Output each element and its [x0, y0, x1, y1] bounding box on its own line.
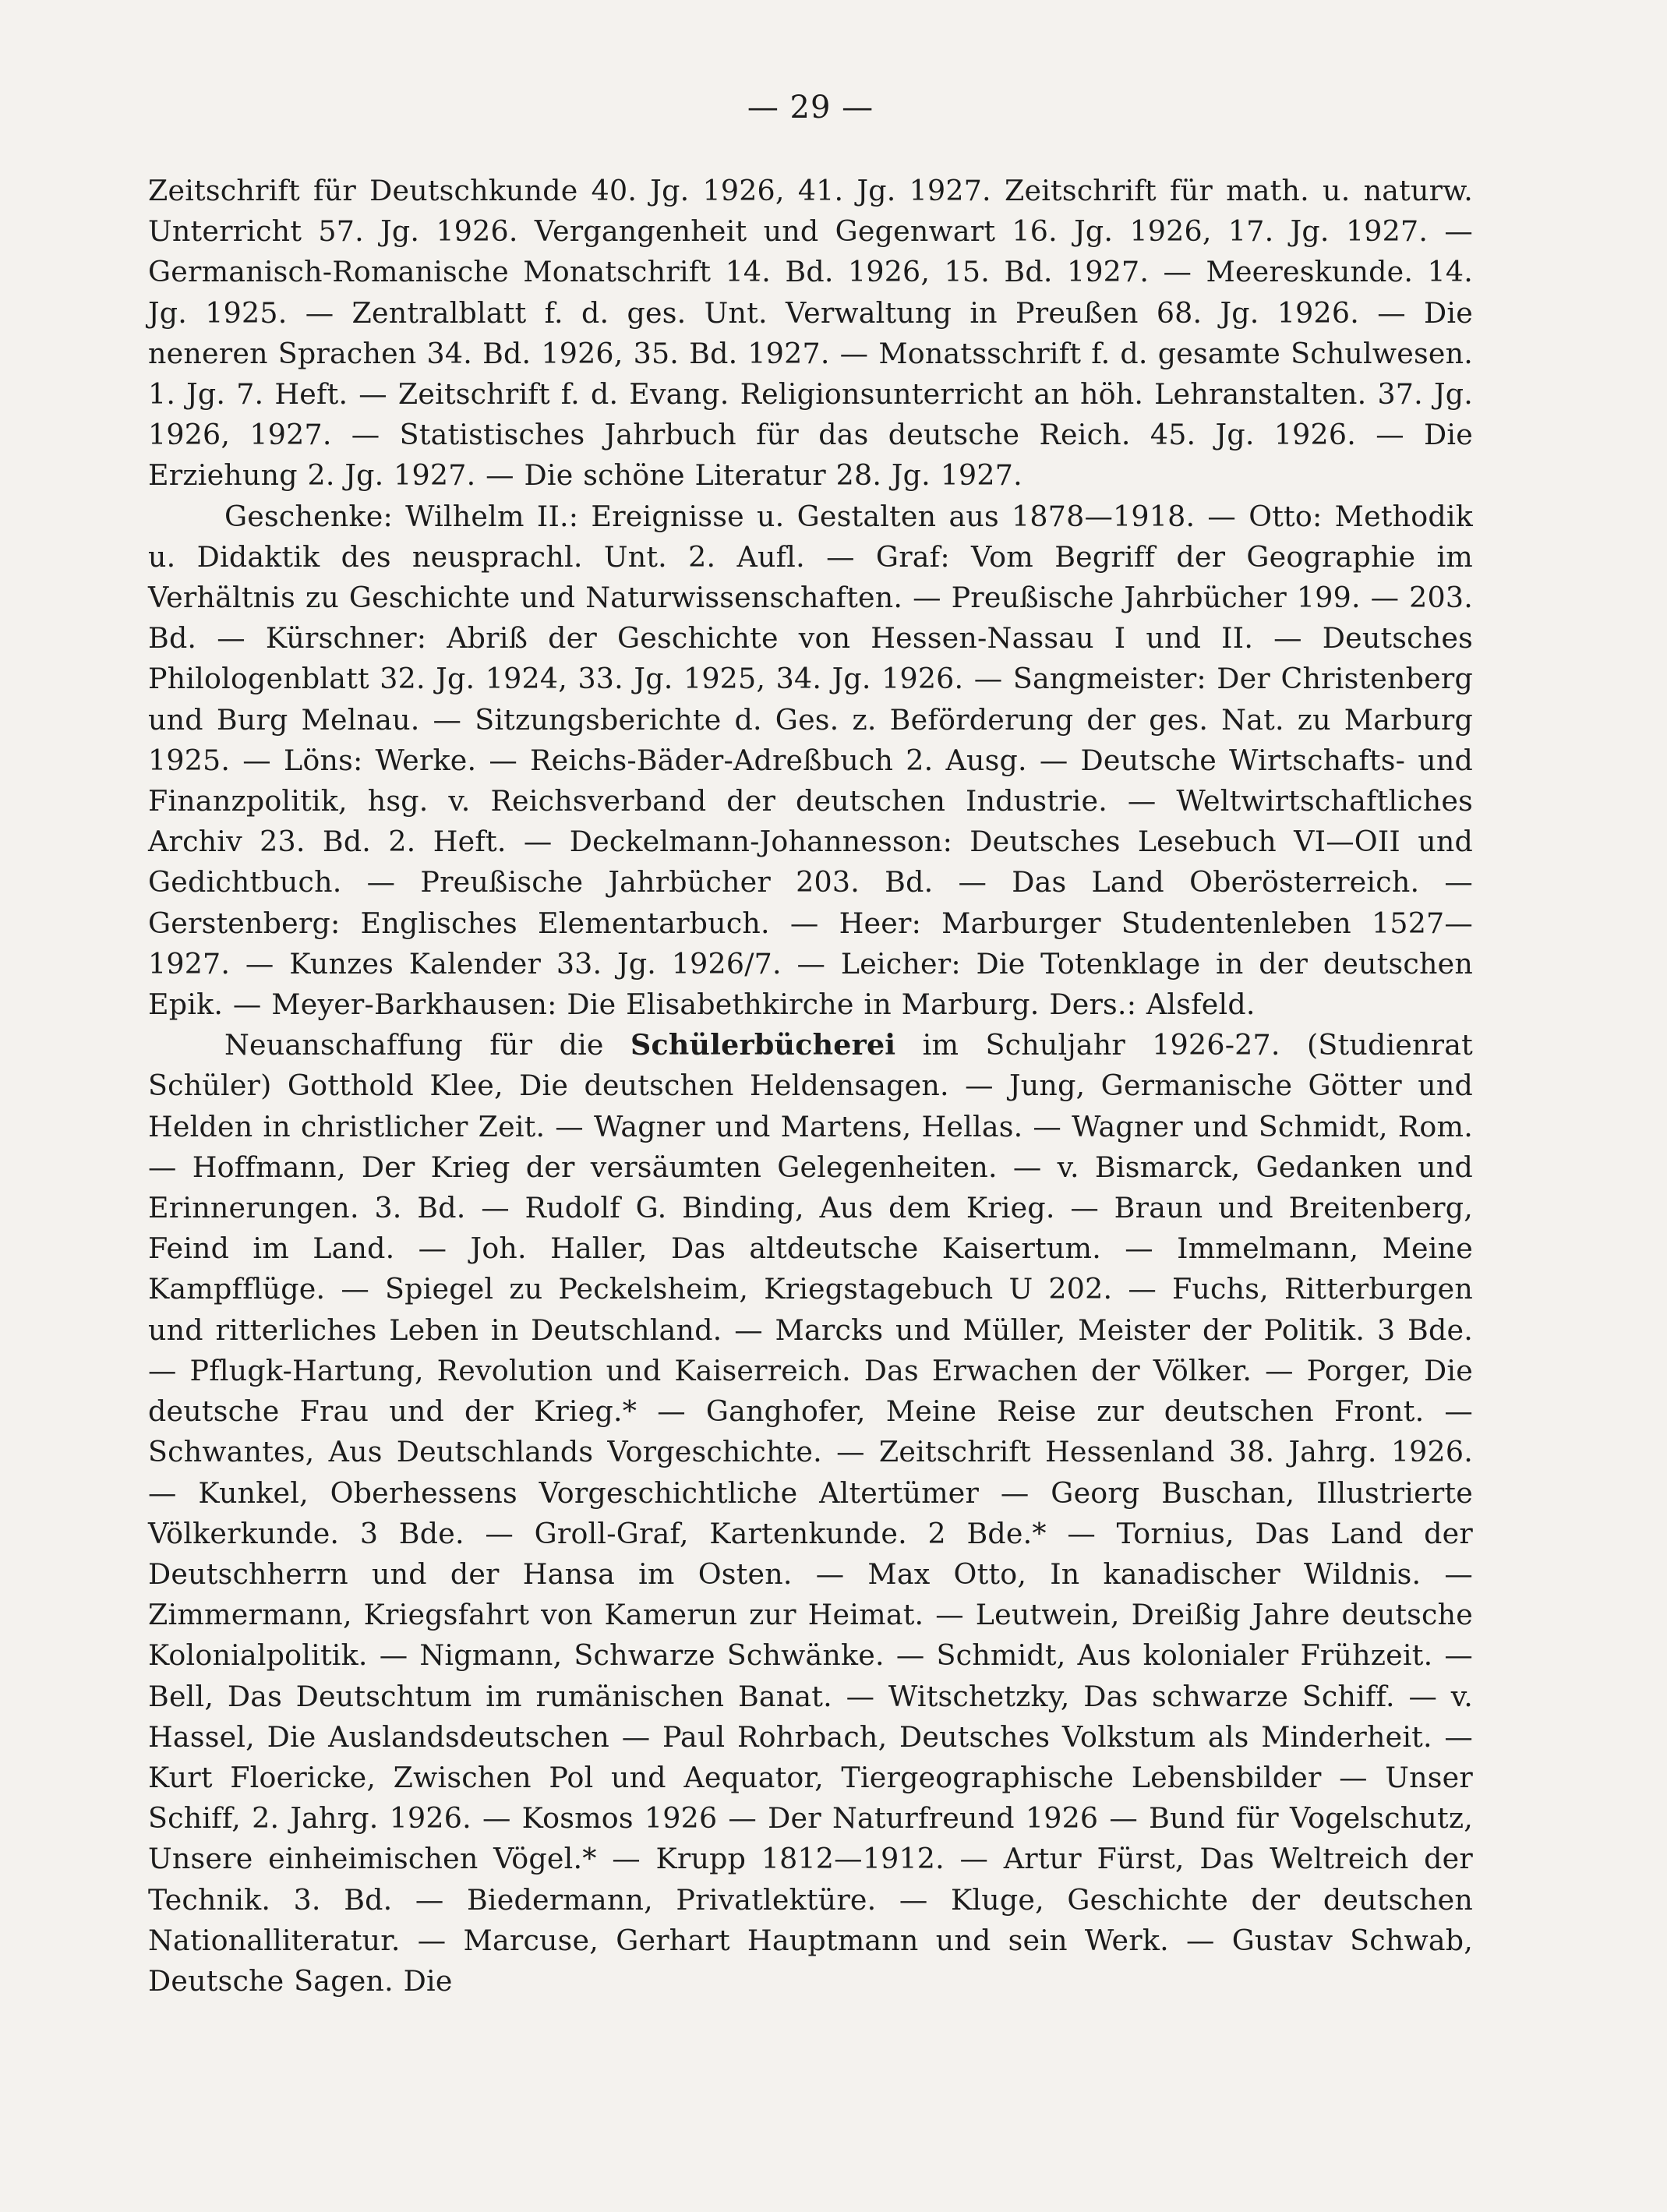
paragraph-body: im Schuljahr 1926-27. (Studienrat Schüler) Gotthold Klee, Die deutschen Heldensagen. — Jung, Germanische Götter und Helden in christlicher Zeit. — Wagner und Martens, Hellas. — Wagner und Schmidt, Rom. — Hoffmann, Der Krieg der versäumten Gelegenheiten. — v. Bismarck, Gedanken und Erinnerungen. 3. Bd. — Rudolf G. Binding, Aus dem Krieg. — Braun und Breitenberg, Feind im Land. — Joh. Haller, Das altdeutsche Kaisertum. — Immelmann, Meine Kampfflüge. — Spiegel zu Peckelsheim, Kriegstagebuch U 202. — Fuchs, Ritterburgen und ritterliches Leben in Deutschland. — Marcks und Müller, Meister der Politik. 3 Bde. — Pflugk-Hartung, Revolution und Kaiserreich. Das Erwachen der Völker. — Porger, Die deutsche Frau und der Krieg.* — Ganghofer, Meine Reise zur deutschen Front. — Schwantes, Aus Deutschlands Vorgeschichte. — Zeitschrift Hessenland 38. Jahrg. 1926. — Kunkel, Oberhessens Vorgeschichtliche Altertümer — Georg Buschan, Illustrierte Völkerkunde. 3 Bde. — Groll-Graf, Kartenkunde. 2 Bde.* — Tornius, Das Land der Deutschherrn und der Hansa im Osten. — Max Otto, In kanadischer Wildnis. — Zimmermann, Kriegsfahrt von Kamerun zur Heimat. — Leutwein, Dreißig Jahre deutsche Kolonialpolitik. — Nigmann, Schwarze Schwänke. — Schmidt, Aus kolonialer Frühzeit. — Bell, Das Deutschtum im rumänischen Banat. — Witschetzky, Das schwarze Schiff. — v. Hassel, Die Auslandsdeutschen — Paul Rohrbach, Deutsches Volkstum als Minderheit. — Kurt Floericke, Zwischen Pol und Aequator, Tiergeographische Lebensbilder — Unser Schiff, 2. Jahrg. 1926. — Kosmos 1926 — Der Naturfreund 1926 — Bund für Vogelschutz, Unsere einheimischen Vögel.* — Krupp 1812—1912. — Artur Fürst, Das Weltreich der Technik. 3. Bd. — Biedermann, Privatlektüre. — Kluge, Geschichte der deutschen Nationalliteratur. — Marcuse, Gerhart Hauptmann und sein Werk. — Gustav Schwab, Deutsche Sagen. Die: [148, 1028, 1473, 1998]
paragraph-student-library: [148, 1025, 1473, 2002]
page-number: — 29 —: [747, 90, 874, 125]
paragraph-periodicals: Zeitschrift für Deutschkunde 40. Jg. 1926, 41. Jg. 1927. Zeitschrift für math. u. naturw. Unterricht 57. Jg. 1926. Vergangenheit und Gegenwart 16. Jg. 1926, 17. Jg. 1927. — Germanisch-Romanische Monatschrift 14. Bd. 1926, 15. Bd. 1927. — Meereskunde. 14. Jg. 1925. — Zentralblatt f. d. ges. Unt. Verwaltung in Preußen 68. Jg. 1926. — Die neneren Sprachen 34. Bd. 1926, 35. Bd. 1927. — Monatsschrift f. d. gesamte Schulwesen. 1. Jg. 7. Heft. — Zeitschrift f. d. Evang. Religionsunterricht an höh. Lehranstalten. 37. Jg. 1926, 1927. — Statistisches Jahrbuch für das deutsche Reich. 45. Jg. 1926. — Die Erziehung 2. Jg. 1927. — Die schöne Literatur 28. Jg. 1927.: [148, 174, 1473, 493]
paragraph-lead: Neuanschaffung für die: [224, 1028, 630, 1062]
paragraph-bold-term: Schülerbücherei: [630, 1028, 896, 1062]
document-page: [148, 90, 1473, 2002]
paragraph-gifts: Geschenke: Wilhelm II.: Ereignisse u. Gestalten aus 1878—1918. — Otto: Methodik u. Didaktik des neusprachl. Unt. 2. Aufl. — Graf: Vom Begriff der Geographie im Verhältnis zu Geschichte und Naturwissenschaften. — Preußische Jahrbücher 199. — 203. Bd. — Kürschner: Abriß der Geschichte von Hessen-Nassau I und II. — Deutsches Philologenblatt 32. Jg. 1924, 33. Jg. 1925, 34. Jg. 1926. — Sangmeister: Der Christenberg und Burg Melnau. — Sitzungsberichte d. Ges. z. Beförderung der ges. Nat. zu Marburg 1925. — Löns: Werke. — Reichs-Bäder-Adreßbuch 2. Ausg. — Deutsche Wirtschafts- und Finanzpolitik, hsg. v. Reichsverband der deutschen Industrie. — Weltwirtschaftliches Archiv 23. Bd. 2. Heft. — Deckelmann-Johannesson: Deutsches Lesebuch VI—OII und Gedichtbuch. — Preußische Jahrbücher 203. Bd. — Das Land Oberösterreich. — Gerstenberg: Englisches Elementarbuch. — Heer: Marburger Studentenleben 1527—1927. — Kunzes Kalender 33. Jg. 1926/7. — Leicher: Die Totenklage in der deutschen Epik. — Meyer-Barkhausen: Die Elisabethkirche in Marburg. Ders.: Alsfeld.: [148, 499, 1473, 1022]
